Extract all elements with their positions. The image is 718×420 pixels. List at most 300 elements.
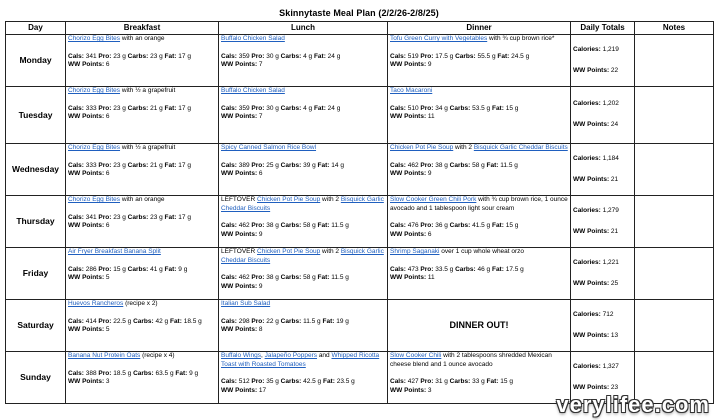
macro-label: Fat: — [313, 104, 326, 112]
calories-label: Calories: — [573, 310, 601, 318]
macro-label: Carbs: — [449, 222, 471, 230]
dinner-recipe-link[interactable]: Taco Macaroni — [390, 87, 433, 94]
lunch-macros — [221, 378, 385, 387]
macro-value-carbs: 11.5 g — [303, 317, 321, 325]
dinner-cell — [388, 196, 571, 248]
ww-value: 24 — [610, 121, 619, 128]
macro-label: Carbs: — [127, 52, 149, 60]
day-label: Saturday — [6, 300, 66, 352]
lunch-recipe-link[interactable]: Buffalo Chicken Salad — [221, 35, 285, 42]
ww-label: WW Points: — [68, 274, 105, 282]
lunch-ww-points — [221, 113, 385, 122]
macro-label: Carbs: — [280, 104, 302, 112]
ww-label: WW Points: — [68, 378, 105, 386]
macro-value-cals: 298 — [238, 317, 250, 325]
macro-label: Carbs: — [280, 274, 302, 282]
breakfast-recipe-link[interactable]: Air Fryer Breakfast Banana Split — [68, 248, 161, 255]
ww-value: 23 — [610, 383, 619, 391]
ww-label: WW Points: — [390, 170, 427, 178]
dinner-ww-points — [390, 231, 568, 240]
breakfast-recipe-link[interactable]: Chorizo Egg Bites — [68, 87, 121, 94]
lunch-macros — [221, 274, 385, 283]
macro-value-pro: 34 g — [435, 104, 448, 112]
breakfast-note: with an orange — [120, 35, 165, 42]
macro-value-carbs: 39 g — [303, 161, 316, 169]
notes-cell — [635, 196, 714, 248]
breakfast-recipe-link[interactable]: Banana Nut Protein Oats — [68, 352, 141, 359]
dinner-description — [390, 87, 568, 96]
lunch-recipe-link[interactable]: Bisquick Garlic Cheddar Biscuits — [221, 196, 384, 212]
ww-value: 6 — [258, 170, 263, 178]
macro-value-pro: 23 g — [113, 213, 126, 221]
macro-value-cals: 333 — [85, 104, 97, 112]
header-row — [6, 22, 714, 35]
header-dinner: Dinner — [388, 22, 571, 35]
breakfast-description — [68, 248, 216, 257]
ww-label: WW Points: — [221, 170, 258, 178]
ww-label: WW Points: — [573, 279, 610, 287]
ww-value: 8 — [258, 326, 263, 334]
lunch-recipe-link[interactable]: Bisquick Garlic Cheddar Biscuits — [221, 248, 384, 264]
breakfast-cell — [66, 300, 219, 352]
macro-label: Pro: — [251, 378, 265, 386]
macro-label: Pro: — [420, 222, 434, 230]
macro-value-carbs: 4 g — [303, 104, 313, 112]
macro-value-carbs: 58 g — [472, 161, 485, 169]
notes-cell — [635, 300, 714, 352]
macro-label: Fat: — [486, 378, 499, 386]
macro-value-carbs: 21 g — [150, 104, 163, 112]
lunch-macros — [221, 222, 385, 231]
ww-label: WW Points: — [573, 331, 610, 339]
dinner-ww-points — [390, 170, 568, 179]
breakfast-ww-points — [68, 170, 216, 179]
ww-label: WW Points: — [221, 386, 258, 394]
macro-label: Pro: — [251, 52, 265, 60]
macro-label: Fat: — [313, 52, 326, 60]
ww-label: WW Points: — [68, 113, 105, 121]
macro-value-cals: 341 — [85, 213, 97, 221]
macro-value-cals: 427 — [407, 378, 419, 386]
macro-label: Cals: — [390, 265, 406, 273]
macro-value-pro: 30 g — [266, 104, 279, 112]
total-calories — [573, 363, 632, 372]
macro-value-pro: 23 g — [113, 161, 126, 169]
macro-value-carbs: 63.5 g — [155, 369, 174, 377]
macro-value-carbs: 41.5 g — [472, 222, 491, 230]
macro-value-fat: 15 g — [500, 378, 513, 386]
ww-value: 6 — [105, 113, 110, 121]
macro-label: Pro: — [98, 161, 112, 169]
ww-label: WW Points: — [573, 175, 610, 183]
macro-value-fat: 9 g — [189, 369, 199, 377]
ww-value: 6 — [105, 170, 110, 178]
macro-label: Carbs: — [449, 378, 471, 386]
total-calories — [573, 46, 632, 55]
breakfast-description — [68, 196, 216, 205]
macro-value-pro: 38 g — [435, 161, 448, 169]
ww-label: WW Points: — [221, 282, 258, 290]
lunch-macros — [221, 318, 385, 327]
lunch-recipe-link[interactable]: Whipped Ricotta Toast with Roasted Tomatoes — [221, 352, 380, 368]
macro-label: Carbs: — [280, 52, 302, 60]
macro-label: Pro: — [98, 317, 112, 325]
macro-label: Fat: — [497, 52, 510, 60]
breakfast-macros — [68, 53, 216, 62]
dinner-description — [390, 144, 568, 153]
macro-label: Fat: — [322, 378, 335, 386]
total-ww-points — [573, 67, 632, 76]
macro-label: Fat: — [317, 274, 330, 282]
calories-value: 1,221 — [602, 258, 619, 266]
macro-label: Carbs: — [280, 317, 302, 325]
dinner-macros — [390, 266, 568, 275]
day-label: Sunday — [6, 352, 66, 404]
lunch-description — [221, 248, 385, 265]
macro-value-carbs: 55.5 g — [477, 52, 496, 60]
breakfast-description — [68, 300, 216, 309]
lunch-recipe-link[interactable]: Jalapeño Poppers — [264, 352, 318, 359]
dinner-ww-points — [390, 61, 568, 70]
lunch-recipe-link[interactable]: Italian Sub Salad — [221, 300, 271, 307]
daily-totals-cell — [571, 196, 635, 248]
lunch-description — [221, 144, 385, 153]
breakfast-ww-points — [68, 326, 216, 335]
lunch-ww-points — [221, 326, 385, 335]
header-daily-totals: Daily Totals — [571, 22, 635, 35]
ww-value: 25 — [610, 279, 619, 287]
lunch-recipe-link[interactable]: Chicken Pot Pie Soup — [257, 196, 321, 203]
page-title: Skinnytaste Meal Plan (2/2/26-2/8/25) — [279, 8, 439, 18]
breakfast-cell — [66, 144, 219, 196]
total-calories — [573, 311, 632, 320]
macro-value-pro: 18.5 g — [113, 369, 132, 377]
lunch-recipe-link[interactable]: Buffalo Wings — [221, 352, 261, 359]
dinner-macros — [390, 53, 568, 62]
daily-totals-cell — [571, 300, 635, 352]
macro-label: Carbs: — [455, 265, 476, 273]
notes-cell — [635, 87, 714, 144]
lunch-description — [221, 87, 385, 96]
macro-value-cals: 333 — [85, 161, 97, 169]
lunch-note: , — [260, 352, 265, 359]
lunch-description — [221, 196, 385, 213]
header-breakfast: Breakfast — [66, 22, 219, 35]
ww-value: 13 — [610, 331, 619, 339]
notes-cell — [635, 144, 714, 196]
macro-value-fat: 24 g — [327, 104, 341, 112]
macro-label: Cals: — [390, 161, 406, 169]
breakfast-recipe-link[interactable]: Chorizo Egg Bites — [68, 196, 121, 203]
breakfast-ww-points — [68, 222, 216, 231]
dinner-recipe-link[interactable]: Bisquick Garlic Cheddar Biscuits — [473, 144, 568, 151]
macro-label: Fat: — [164, 265, 177, 273]
macro-value-fat: 9 g — [178, 265, 188, 273]
breakfast-cell — [66, 248, 219, 300]
daily-totals-cell — [571, 248, 635, 300]
daily-totals-cell — [571, 87, 635, 144]
notes-cell — [635, 35, 714, 87]
dinner-cell — [388, 352, 571, 404]
dinner-cell — [388, 87, 571, 144]
ww-value: 17 — [258, 386, 267, 394]
calories-label: Calories: — [573, 258, 601, 266]
macro-value-cals: 388 — [85, 369, 97, 377]
ww-value: 9 — [258, 282, 263, 290]
breakfast-note: with ½ a grapefruit — [120, 87, 176, 94]
table-row — [6, 196, 714, 248]
calories-value: 1,327 — [602, 362, 619, 370]
macro-value-fat: 23.5 g — [336, 378, 355, 386]
macro-value-pro: 22 g — [266, 317, 279, 325]
macro-value-pro: 36 g — [435, 222, 448, 230]
breakfast-macros — [68, 318, 216, 327]
ww-value: 3 — [427, 386, 432, 394]
header-lunch: Lunch — [219, 22, 388, 35]
macro-value-cals: 462 — [238, 274, 250, 282]
macro-label: Pro: — [420, 161, 434, 169]
macro-value-fat: 17 g — [178, 104, 191, 112]
macro-label: Fat: — [175, 369, 188, 377]
dinner-recipe-link[interactable]: Chicken Pot Pie Soup — [390, 144, 454, 151]
macro-value-pro: 38 g — [266, 274, 279, 282]
lunch-cell — [219, 144, 388, 196]
macro-value-pro: 38 g — [266, 222, 279, 230]
breakfast-cell — [66, 87, 219, 144]
table-row — [6, 87, 714, 144]
calories-value: 1,219 — [602, 45, 619, 53]
macro-label: Cals: — [68, 213, 84, 221]
breakfast-macros — [68, 214, 216, 223]
total-calories — [573, 100, 632, 109]
ww-label: WW Points: — [573, 66, 610, 74]
dinner-ww-points — [390, 274, 568, 283]
macro-value-cals: 341 — [85, 52, 97, 60]
macro-label: Cals: — [68, 52, 84, 60]
dinner-note: with 2 tablespoons shredded Mexican cheese blend and 1 ounce avocado — [390, 352, 552, 368]
breakfast-ww-points — [68, 113, 216, 122]
meal-plan-table — [5, 21, 714, 404]
day-label: Tuesday — [6, 87, 66, 144]
total-calories — [573, 207, 632, 216]
macro-label: Cals: — [221, 222, 237, 230]
macro-label: Pro: — [251, 104, 265, 112]
ww-value: 5 — [105, 326, 110, 334]
macro-value-fat: 11.5 g — [331, 274, 349, 282]
macro-label: Pro: — [251, 222, 265, 230]
macro-value-carbs: 23 g — [150, 52, 163, 60]
lunch-ww-points — [221, 231, 385, 240]
lunch-note: and — [317, 352, 332, 359]
calories-value: 1,184 — [602, 154, 619, 162]
macro-value-cals: 359 — [238, 52, 250, 60]
macro-value-fat: 17.5 g — [505, 265, 524, 273]
dinner-ww-points — [390, 387, 568, 396]
total-calories — [573, 259, 632, 268]
lunch-description — [221, 35, 385, 44]
macro-value-cals: 476 — [407, 222, 419, 230]
ww-label: WW Points: — [573, 227, 610, 235]
lunch-note: LEFTOVER — [221, 248, 258, 255]
macro-value-fat: 11.5 g — [331, 222, 349, 230]
macro-label: Fat: — [491, 222, 504, 230]
notes-cell — [635, 248, 714, 300]
macro-value-pro: 23 g — [113, 52, 126, 60]
lunch-ww-points — [221, 283, 385, 292]
macro-label: Fat: — [164, 52, 177, 60]
header-notes: Notes — [635, 22, 714, 35]
calories-value: 1,279 — [602, 206, 619, 214]
macro-label: Cals: — [221, 104, 237, 112]
lunch-recipe-link[interactable]: Spicy Canned Salmon Rice Bowl — [221, 144, 317, 151]
macro-value-carbs: 53.5 g — [472, 104, 491, 112]
macro-label: Fat: — [491, 265, 504, 273]
table-row — [6, 248, 714, 300]
macro-value-carbs: 46 g — [477, 265, 491, 273]
macro-value-cals: 462 — [238, 222, 250, 230]
macro-label: Pro: — [251, 161, 265, 169]
macro-value-cals: 473 — [407, 265, 419, 273]
macro-value-fat: 15 g — [505, 104, 519, 112]
ww-label: WW Points: — [221, 230, 258, 238]
breakfast-description — [68, 144, 216, 153]
dinner-description — [390, 352, 568, 369]
dinner-cell — [388, 248, 571, 300]
macro-label: Carbs: — [133, 317, 154, 325]
macro-value-pro: 22.5 g — [113, 317, 132, 325]
dinner-macros — [390, 222, 568, 231]
dinner-macros — [390, 162, 568, 171]
calories-label: Calories: — [573, 206, 601, 214]
macro-label: Fat: — [169, 317, 182, 325]
dinner-recipe-link[interactable]: Shrimp Saganaki — [390, 248, 440, 255]
dinner-description — [390, 35, 568, 44]
breakfast-description — [68, 352, 216, 361]
lunch-recipe-link[interactable]: Buffalo Chicken Salad — [221, 87, 285, 94]
macro-label: Cals: — [221, 161, 237, 169]
lunch-description — [221, 300, 385, 309]
breakfast-ww-points — [68, 274, 216, 283]
macro-value-carbs: 42 g — [155, 317, 169, 325]
macro-label: Pro: — [420, 52, 434, 60]
ww-label: WW Points: — [68, 326, 105, 334]
breakfast-note: (recipe x 2) — [123, 300, 158, 307]
ww-value: 21 — [610, 227, 619, 235]
lunch-cell — [219, 35, 388, 87]
breakfast-recipe-link[interactable]: Chorizo Egg Bites — [68, 144, 121, 151]
macro-label: Fat: — [486, 161, 499, 169]
macro-label: Carbs: — [449, 104, 471, 112]
watermark: verylifee.com — [556, 392, 710, 417]
lunch-recipe-link[interactable]: Chicken Pot Pie Soup — [257, 248, 321, 255]
breakfast-recipe-link[interactable]: Chorizo Egg Bites — [68, 35, 121, 42]
macro-value-cals: 359 — [238, 104, 250, 112]
day-label: Wednesday — [6, 144, 66, 196]
ww-value: 9 — [427, 170, 432, 178]
macro-label: Cals: — [390, 378, 406, 386]
macro-value-pro: 33.5 g — [435, 265, 454, 273]
macro-label: Cals: — [221, 52, 237, 60]
ww-value: 3 — [105, 378, 110, 386]
macro-label: Fat: — [164, 213, 177, 221]
lunch-cell — [219, 196, 388, 248]
lunch-ww-points — [221, 61, 385, 70]
dinner-recipe-link[interactable]: Tofu Green Curry with Vegetables — [390, 35, 488, 42]
ww-value: 6 — [105, 61, 110, 69]
day-label: Thursday — [6, 196, 66, 248]
ww-value: 21 — [610, 175, 619, 183]
macro-value-carbs: 21 g — [150, 161, 163, 169]
day-label: Monday — [6, 35, 66, 87]
macro-value-fat: 11.5 g — [500, 161, 518, 169]
macro-label: Fat: — [164, 104, 177, 112]
macro-value-cals: 519 — [407, 52, 419, 60]
ww-label: WW Points: — [68, 170, 105, 178]
lunch-cell — [219, 352, 388, 404]
dinner-recipe-link[interactable]: Slow Cooker Green Chili Pork — [390, 196, 477, 203]
breakfast-recipe-link[interactable]: Huevos Rancheros — [68, 300, 124, 307]
ww-value: 5 — [105, 274, 110, 282]
macro-label: Carbs: — [127, 104, 149, 112]
macro-label: Carbs: — [127, 265, 149, 273]
breakfast-description — [68, 87, 216, 96]
lunch-note: with 2 — [320, 248, 341, 255]
macro-label: Carbs: — [280, 378, 302, 386]
macro-value-cals: 286 — [85, 265, 97, 273]
macro-label: Pro: — [98, 213, 112, 221]
macro-label: Cals: — [68, 265, 84, 273]
lunch-macros — [221, 53, 385, 62]
macro-label: Pro: — [251, 317, 265, 325]
breakfast-note: (recipe x 4) — [140, 352, 175, 359]
dinner-recipe-link[interactable]: Slow Cooker Chili — [390, 352, 442, 359]
macro-label: Cals: — [68, 161, 84, 169]
ww-label: WW Points: — [221, 61, 258, 69]
breakfast-cell — [66, 352, 219, 404]
ww-label: WW Points: — [573, 121, 610, 128]
dinner-cell — [388, 35, 571, 87]
macro-label: Pro: — [98, 52, 112, 60]
dinner-note: with ¾ cup brown rice* — [487, 35, 555, 42]
breakfast-macros — [68, 105, 216, 114]
macro-label: Fat: — [317, 222, 330, 230]
breakfast-description — [68, 35, 216, 44]
macro-label: Carbs: — [127, 213, 149, 221]
breakfast-cell — [66, 196, 219, 248]
macro-label: Fat: — [322, 317, 335, 325]
ww-label: WW Points: — [573, 383, 610, 391]
macro-value-carbs: 58 g — [303, 222, 316, 230]
total-ww-points — [573, 332, 632, 341]
macro-label: Fat: — [317, 161, 330, 169]
lunch-cell — [219, 87, 388, 144]
breakfast-ww-points — [68, 378, 216, 387]
macro-value-cals: 389 — [238, 161, 250, 169]
macro-value-cals: 512 — [238, 378, 250, 386]
ww-value: 6 — [105, 222, 110, 230]
macro-value-carbs: 33 g — [472, 378, 485, 386]
ww-label: WW Points: — [390, 230, 427, 238]
lunch-cell — [219, 300, 388, 352]
lunch-cell — [219, 248, 388, 300]
macro-label: Pro: — [98, 369, 112, 377]
ww-value: 7 — [258, 61, 263, 69]
breakfast-macros — [68, 162, 216, 171]
macro-value-fat: 18.5 g — [183, 317, 202, 325]
lunch-note: with 2 — [320, 196, 341, 203]
total-ww-points — [573, 280, 632, 289]
dinner-description — [390, 196, 568, 213]
